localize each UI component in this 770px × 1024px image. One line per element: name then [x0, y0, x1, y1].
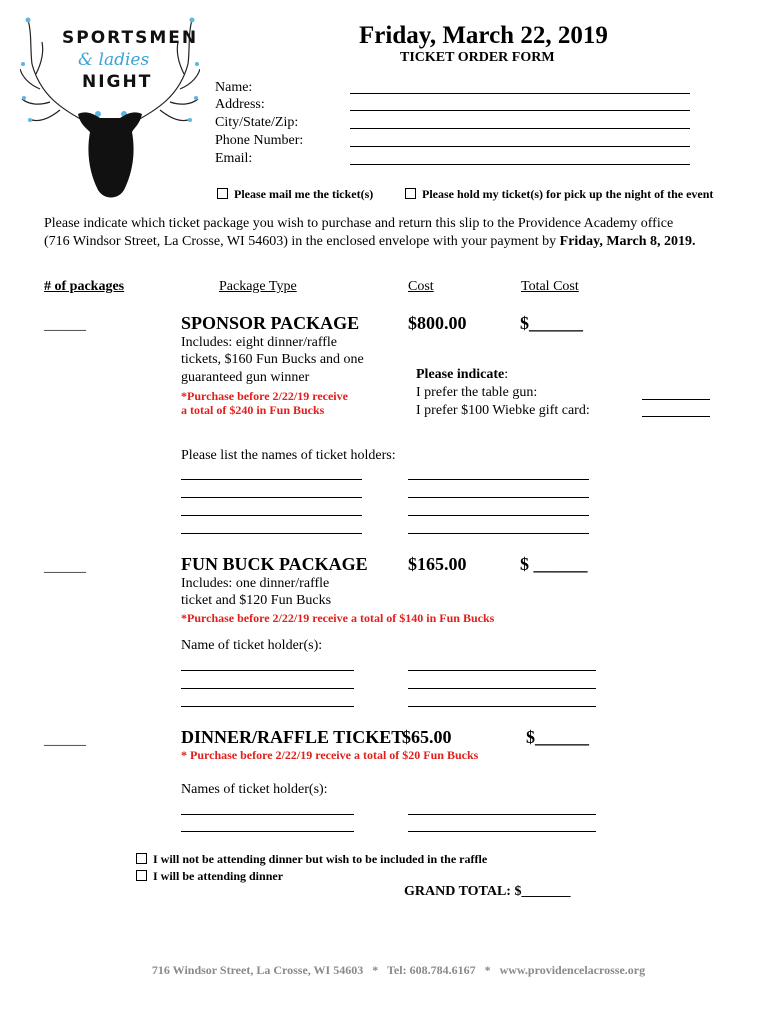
dinner-cost: $65.00	[402, 727, 452, 747]
sponsor-holder-field[interactable]	[181, 497, 362, 498]
sponsor-holder-field[interactable]	[181, 515, 362, 516]
sponsor-promo-1: *Purchase before 2/22/19 receive	[181, 389, 348, 403]
raffle-only-label: I will not be attending dinner but wish to be included in the raffle	[153, 852, 488, 866]
sponsor-holder-field[interactable]	[408, 479, 589, 480]
form-title: TICKET ORDER FORM	[400, 50, 555, 65]
mail-checkbox[interactable]	[217, 188, 228, 199]
funbuck-total-field[interactable]: $ ______	[520, 554, 588, 574]
funbuck-holder-field[interactable]	[181, 688, 354, 689]
gift-card-field[interactable]	[642, 416, 710, 417]
phone-label: Phone Number:	[215, 133, 304, 148]
logo-line-1: SPORTSMEN	[62, 28, 199, 48]
sponsor-holders-label: Please list the names of ticket holders:	[181, 448, 396, 463]
funbuck-cost: $165.00	[408, 554, 467, 574]
raffle-only-checkbox[interactable]	[136, 853, 147, 864]
email-label: Email:	[215, 151, 253, 166]
indicate-heading: Please indicate	[416, 367, 505, 382]
funbuck-qty-field[interactable]: ______	[44, 560, 86, 575]
table-gun-field[interactable]	[642, 399, 710, 400]
sponsor-holder-field[interactable]	[181, 533, 362, 534]
funbuck-includes-1: Includes: one dinner/raffle	[181, 576, 330, 591]
email-field[interactable]	[350, 164, 690, 165]
name-field[interactable]	[350, 93, 690, 94]
attending-dinner-label: I will be attending dinner	[153, 869, 284, 883]
funbuck-holder-field[interactable]	[181, 670, 354, 671]
mail-option[interactable]	[217, 187, 373, 202]
instructions-deadline: Friday, March 8, 2019.	[559, 234, 696, 249]
city-field[interactable]	[350, 128, 690, 129]
col-packages: # of packages	[44, 279, 125, 294]
col-package-type: Package Type	[219, 279, 297, 294]
funbuck-promo: *Purchase before 2/22/19 receive a total of $140 in Fun Bucks	[181, 611, 495, 625]
attending-dinner-checkbox[interactable]	[136, 870, 147, 881]
col-total-cost: Total Cost	[521, 279, 579, 294]
address-field[interactable]	[350, 110, 690, 111]
instructions-line-1: Please indicate which ticket package you wish to purchase and return this slip to the Providence Academy office	[44, 216, 674, 231]
funbuck-package-name: FUN BUCK PACKAGE	[181, 554, 368, 574]
city-label: City/State/Zip:	[215, 115, 299, 130]
attending-dinner-option[interactable]	[136, 869, 283, 884]
sponsor-holder-field[interactable]	[408, 497, 589, 498]
dinner-holder-field[interactable]	[181, 814, 354, 815]
address-label: Address:	[215, 97, 265, 112]
name-label: Name:	[215, 80, 253, 95]
sponsor-includes-1: Includes: eight dinner/raffle	[181, 335, 338, 350]
dinner-holders-label: Names of ticket holder(s):	[181, 782, 328, 797]
dinner-holder-field[interactable]	[408, 814, 596, 815]
indicate-colon: :	[504, 367, 509, 382]
funbuck-holder-field[interactable]	[408, 670, 596, 671]
dinner-package-name: DINNER/RAFFLE TICKET	[181, 727, 404, 747]
instructions-address: (716 Windsor Street, La Crosse, WI 54603) in the enclosed envelope with your payment by	[44, 234, 560, 249]
mail-option-label: Please mail me the ticket(s)	[234, 187, 374, 201]
sponsor-total-field[interactable]: $______	[520, 313, 583, 333]
dinner-total-field[interactable]: $______	[526, 727, 589, 747]
funbuck-holder-field[interactable]	[408, 706, 596, 707]
funbuck-includes-2: ticket and $120 Fun Bucks	[181, 593, 332, 608]
col-cost: Cost	[408, 279, 434, 294]
hold-checkbox[interactable]	[405, 188, 416, 199]
hold-option[interactable]	[405, 187, 713, 202]
grand-total: GRAND TOTAL: $_______	[404, 884, 571, 899]
phone-field[interactable]	[350, 146, 690, 147]
funbuck-holders-label: Name of ticket holder(s):	[181, 638, 323, 653]
event-logo	[20, 14, 200, 204]
event-date: Friday, March 22, 2019	[359, 22, 608, 49]
funbuck-holder-field[interactable]	[181, 706, 354, 707]
dinner-qty-field[interactable]: ______	[44, 733, 86, 748]
instructions-line-2	[44, 234, 696, 250]
sponsor-package-name: SPONSOR PACKAGE	[181, 313, 360, 333]
dinner-holder-field[interactable]	[181, 831, 354, 832]
dinner-promo: * Purchase before 2/22/19 receive a total of $20 Fun Bucks	[181, 748, 479, 762]
dinner-holder-field[interactable]	[408, 831, 596, 832]
logo-line-3: NIGHT	[82, 72, 153, 92]
footer-contact: 716 Windsor Street, La Crosse, WI 54603 * Tel: 608.784.6167 * www.providencelacrosse.org	[151, 963, 646, 977]
sponsor-holder-field[interactable]	[408, 533, 589, 534]
sponsor-holder-field[interactable]	[181, 479, 362, 480]
hold-option-label: Please hold my ticket(s) for pick up the night of the event	[422, 187, 714, 201]
sponsor-promo-2: a total of $240 in Fun Bucks	[181, 403, 325, 417]
table-gun-option: I prefer the table gun:	[416, 385, 538, 400]
logo-line-2: & ladies	[78, 50, 150, 70]
raffle-only-option[interactable]	[136, 852, 487, 867]
sponsor-qty-field[interactable]: ______	[44, 318, 86, 333]
funbuck-holder-field[interactable]	[408, 688, 596, 689]
sponsor-includes-3: guaranteed gun winner	[181, 370, 310, 385]
sponsor-holder-field[interactable]	[408, 515, 589, 516]
sponsor-cost: $800.00	[408, 313, 467, 333]
gift-card-option: I prefer $100 Wiebke gift card:	[416, 403, 590, 418]
sponsor-includes-2: tickets, $160 Fun Bucks and one	[181, 352, 364, 367]
sponsor-indicate	[416, 367, 508, 383]
